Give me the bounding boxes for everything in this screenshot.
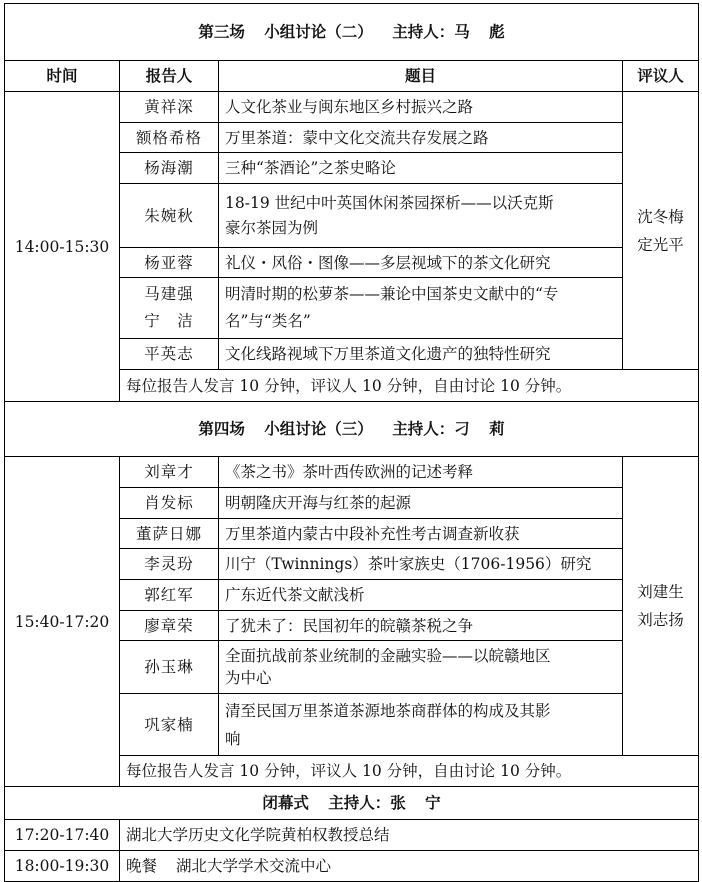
- talk-title-line: 18-19 世纪中叶英国休闲茶园探析——以沃克斯: [225, 193, 554, 212]
- speaker-name: 郭红军: [144, 586, 194, 604]
- schedule-table: [4, 3, 699, 882]
- session3-note: 每位报告人发言 10 分钟，评议人 10 分钟，自由讨论 10 分钟。: [120, 370, 699, 402]
- header-speaker: 报告人: [120, 61, 219, 92]
- speaker-cell: [120, 519, 219, 549]
- speaker-name: 杨亚蓉: [144, 253, 194, 272]
- closing-time: 17:20-17:40: [5, 820, 120, 851]
- speaker-cell: [120, 457, 219, 488]
- title-cell: [219, 694, 623, 756]
- session4-host-name: 莉: [489, 420, 505, 438]
- speaker-name: 平英志: [144, 345, 194, 363]
- closing-heading-row: [5, 787, 699, 820]
- speaker-cell: [120, 278, 219, 339]
- closing-item: 湖北大学历史文化学院黄柏权教授总结: [120, 820, 699, 851]
- speaker-name: 马建强: [144, 285, 194, 303]
- talk-title: 川宁（Twinnings）茶叶家族史（1706-1956）研究: [225, 555, 592, 573]
- title-cell: [219, 339, 623, 370]
- session4-label: 第四场: [198, 420, 245, 438]
- speaker-name: 廖章荣: [144, 616, 194, 635]
- talk-title-line: 为中心: [225, 669, 272, 687]
- session4-time: 15:40-17:20: [5, 457, 120, 787]
- title-cell: [219, 92, 623, 123]
- talk-title: 了犹未了：民国初年的皖赣茶税之争: [225, 616, 474, 635]
- closing-time: 18:00-19:30: [5, 851, 120, 882]
- talk-title-line: 清至民国万里茶道茶源地茶商群体的构成及其影: [225, 701, 551, 720]
- title-cell: [219, 248, 623, 278]
- talk-title-line: 响: [225, 729, 241, 748]
- speaker-cell: [120, 549, 219, 580]
- talk-title: 明朝隆庆开海与红茶的起源: [225, 494, 412, 512]
- talk-title: 三种“茶酒论”之茶史略论: [225, 159, 396, 177]
- speaker-cell: [120, 153, 219, 184]
- session4-heading-row: [5, 402, 699, 457]
- talk-title: 礼仪・风俗・图像——多层视域下的茶文化研究: [225, 253, 551, 272]
- speaker-cell: [120, 694, 219, 756]
- speaker-cell: [120, 488, 219, 519]
- closing-label: 闭幕式: [262, 794, 309, 812]
- closing-item-venue: 湖北大学学术交流中心: [175, 857, 331, 875]
- speaker-name: 董萨日娜: [135, 524, 202, 543]
- talk-title-line: 明清时期的松萝茶——兼论中国茶史文献中的“专: [225, 285, 559, 303]
- session3-subtitle: 小组讨论（二）: [264, 23, 373, 41]
- talk-title: 万里茶道内蒙古中段补充性考古调查新收获: [225, 524, 520, 543]
- table-row: [5, 457, 699, 488]
- title-cell: [219, 278, 623, 339]
- closing-host-name: 宁: [425, 794, 441, 812]
- reviewer-name: 沈冬梅: [637, 207, 684, 226]
- talk-title: 《茶之书》茶叶西传欧洲的记述考释: [225, 463, 474, 481]
- speaker-name: 杨海潮: [144, 159, 194, 177]
- talk-title-line: 名”与“类名”: [225, 312, 311, 330]
- talk-title: 万里茶道：蒙中文化交流共存发展之路: [225, 128, 489, 147]
- title-cell: [219, 580, 623, 611]
- speaker-name: 朱婉秋: [144, 206, 194, 225]
- header-title: 题目: [219, 61, 623, 92]
- reviewer-name: 刘志扬: [637, 611, 684, 629]
- closing-heading: [5, 787, 699, 820]
- table-row: [5, 851, 699, 882]
- session3-reviewers: [623, 92, 699, 370]
- session3-host-name: 彪: [489, 23, 505, 41]
- speaker-cell: [120, 611, 219, 641]
- talk-title-line: 全面抗战前茶业统制的金融实验——以皖赣地区: [225, 647, 551, 665]
- session4-heading: [5, 402, 699, 457]
- column-header-row: [5, 61, 699, 92]
- reviewer-name: 刘建生: [637, 583, 684, 601]
- talk-title: 广东近代茶文献浅析: [225, 586, 365, 604]
- table-row: [5, 820, 699, 851]
- talk-title: 文化线路视域下万里茶道文化遗产的独特性研究: [225, 345, 551, 363]
- table-row: [5, 92, 699, 123]
- speaker-cell: [120, 248, 219, 278]
- session3-host: 主持人：马: [392, 23, 470, 41]
- session4-note: 每位报告人发言 10 分钟，评议人 10 分钟，自由讨论 10 分钟。: [120, 756, 699, 787]
- speaker-cell: [120, 123, 219, 153]
- title-cell: [219, 457, 623, 488]
- speaker-cell: [120, 92, 219, 123]
- speaker-name: 李灵玢: [144, 555, 194, 573]
- title-cell: [219, 153, 623, 184]
- speaker-cell: [120, 184, 219, 248]
- reviewer-name: 定光平: [637, 235, 684, 254]
- title-cell: [219, 519, 623, 549]
- closing-item-label: 晚餐: [126, 857, 158, 875]
- session4-reviewers: [623, 457, 699, 756]
- title-cell: [219, 184, 623, 248]
- title-cell: [219, 611, 623, 641]
- title-cell: [219, 641, 623, 694]
- title-cell: [219, 488, 623, 519]
- speaker-cell: [120, 580, 219, 611]
- closing-item: [120, 851, 699, 882]
- session3-heading-row: [5, 4, 699, 61]
- speaker-name: 宁 洁: [144, 312, 194, 330]
- title-cell: [219, 123, 623, 153]
- talk-title-line: 豪尔茶园为例: [225, 218, 319, 237]
- header-reviewer: 评议人: [623, 61, 699, 92]
- session4-subtitle: 小组讨论（三）: [264, 420, 373, 438]
- speaker-name: 黄祥深: [144, 98, 194, 116]
- session3-heading: [5, 4, 699, 61]
- session3-time: 14:00-15:30: [5, 92, 120, 402]
- speaker-cell: [120, 641, 219, 694]
- title-cell: [219, 549, 623, 580]
- closing-host: 主持人：张: [328, 794, 406, 812]
- speaker-name: 刘章才: [144, 463, 194, 481]
- speaker-name: 肖发标: [144, 494, 194, 512]
- talk-title: 人文化茶业与闽东地区乡村振兴之路: [225, 98, 474, 116]
- speaker-name: 额格希格: [135, 128, 202, 147]
- speaker-cell: [120, 339, 219, 370]
- speaker-name: 巩家楠: [144, 715, 194, 734]
- session4-host: 主持人：刁: [392, 420, 470, 438]
- session3-label: 第三场: [198, 23, 245, 41]
- header-time: 时间: [5, 61, 120, 92]
- speaker-name: 孙玉琳: [144, 658, 194, 676]
